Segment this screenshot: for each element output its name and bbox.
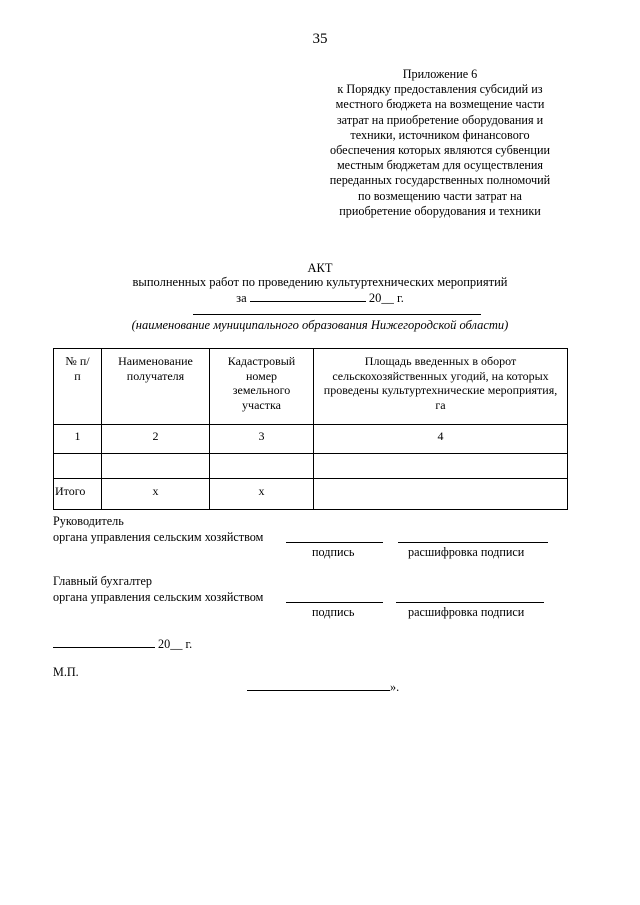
appendix-line: техники, источником финансового	[350, 127, 530, 142]
head-signature-caption: подпись	[312, 545, 355, 559]
column-number-cell: 1	[54, 425, 102, 454]
closing-line	[247, 679, 399, 695]
accountant-decoding-caption: расшифровка подписи	[408, 605, 525, 619]
date-field	[53, 636, 192, 652]
head-signature-line	[286, 542, 383, 543]
accountant-decoding-line	[396, 602, 544, 603]
accountant-label	[53, 574, 263, 605]
total-cell: x	[210, 479, 314, 510]
seal-placeholder: М.П.	[53, 665, 79, 679]
act-title: АКТ	[307, 261, 333, 275]
period-prefix: за	[236, 291, 247, 305]
appendix-line: к Порядку предоставления субсидий из	[337, 82, 543, 97]
period-year: 20__ г.	[368, 291, 404, 305]
column-number-cell: 2	[102, 425, 210, 454]
empty-cell	[314, 454, 568, 479]
header-cell-number: № п/п	[54, 349, 102, 425]
accountant-signature-caption: подпись	[312, 605, 355, 619]
accountant-signature-line	[286, 602, 383, 603]
table-row-column-numbers	[54, 425, 568, 454]
table-row-empty	[54, 454, 568, 479]
act-subtitle: выполненных работ по проведению культуртехнических мероприятий	[132, 275, 508, 289]
municipality-caption: (наименование муниципального образования Нижегородской области)	[131, 318, 509, 332]
head-label-line2: органа управления сельским хозяйством	[53, 529, 264, 544]
appendix-line: местным бюджетам для осуществления	[336, 158, 544, 173]
head-label-line1: Руководитель	[53, 514, 124, 528]
accountant-label-line1: Главный бухгалтер	[53, 574, 153, 588]
total-cell: x	[102, 479, 210, 510]
works-table	[53, 348, 568, 510]
closing-quote: ».	[390, 680, 400, 694]
appendix-line: приобретение оборудования и техники	[339, 203, 541, 218]
empty-cell	[54, 454, 102, 479]
header-cell-area: Площадь введенных в оборот сельскохозяйственных угодий, на которых проведены культуртехнические мероприятия, га	[314, 349, 568, 425]
header-cell-cadastral: Кадастровый номер земельного участка	[210, 349, 314, 425]
appendix-line: обеспечения которых являются субвенции	[330, 143, 550, 158]
empty-cell	[210, 454, 314, 479]
head-label	[53, 514, 263, 545]
act-period	[0, 290, 640, 306]
total-cell	[314, 479, 568, 510]
appendix-block	[290, 67, 590, 219]
municipality-line	[193, 314, 481, 315]
date-year: 20__ г.	[158, 637, 193, 651]
table-row-total	[54, 479, 568, 510]
date-blank-line	[53, 636, 155, 648]
column-number-cell: 4	[314, 425, 568, 454]
total-label-cell: Итого	[54, 479, 102, 510]
appendix-line: переданных государственных полномочий	[329, 173, 551, 188]
period-blank-line	[250, 290, 366, 302]
appendix-title: Приложение 6	[402, 67, 478, 81]
appendix-line: местного бюджета на возмещение части	[335, 97, 545, 112]
table-header-row	[54, 349, 568, 425]
accountant-label-line2: органа управления сельским хозяйством	[53, 589, 264, 604]
head-decoding-caption: расшифровка подписи	[408, 545, 525, 559]
header-cell-recipient: Наименование получателя	[102, 349, 210, 425]
page-number: 35	[312, 31, 328, 47]
appendix-line: по возмещению части затрат на	[358, 188, 522, 203]
column-number-cell: 3	[210, 425, 314, 454]
head-decoding-line	[398, 542, 548, 543]
appendix-line: затрат на приобретение оборудования и	[336, 112, 544, 127]
closing-blank-line	[247, 679, 390, 691]
empty-cell	[102, 454, 210, 479]
